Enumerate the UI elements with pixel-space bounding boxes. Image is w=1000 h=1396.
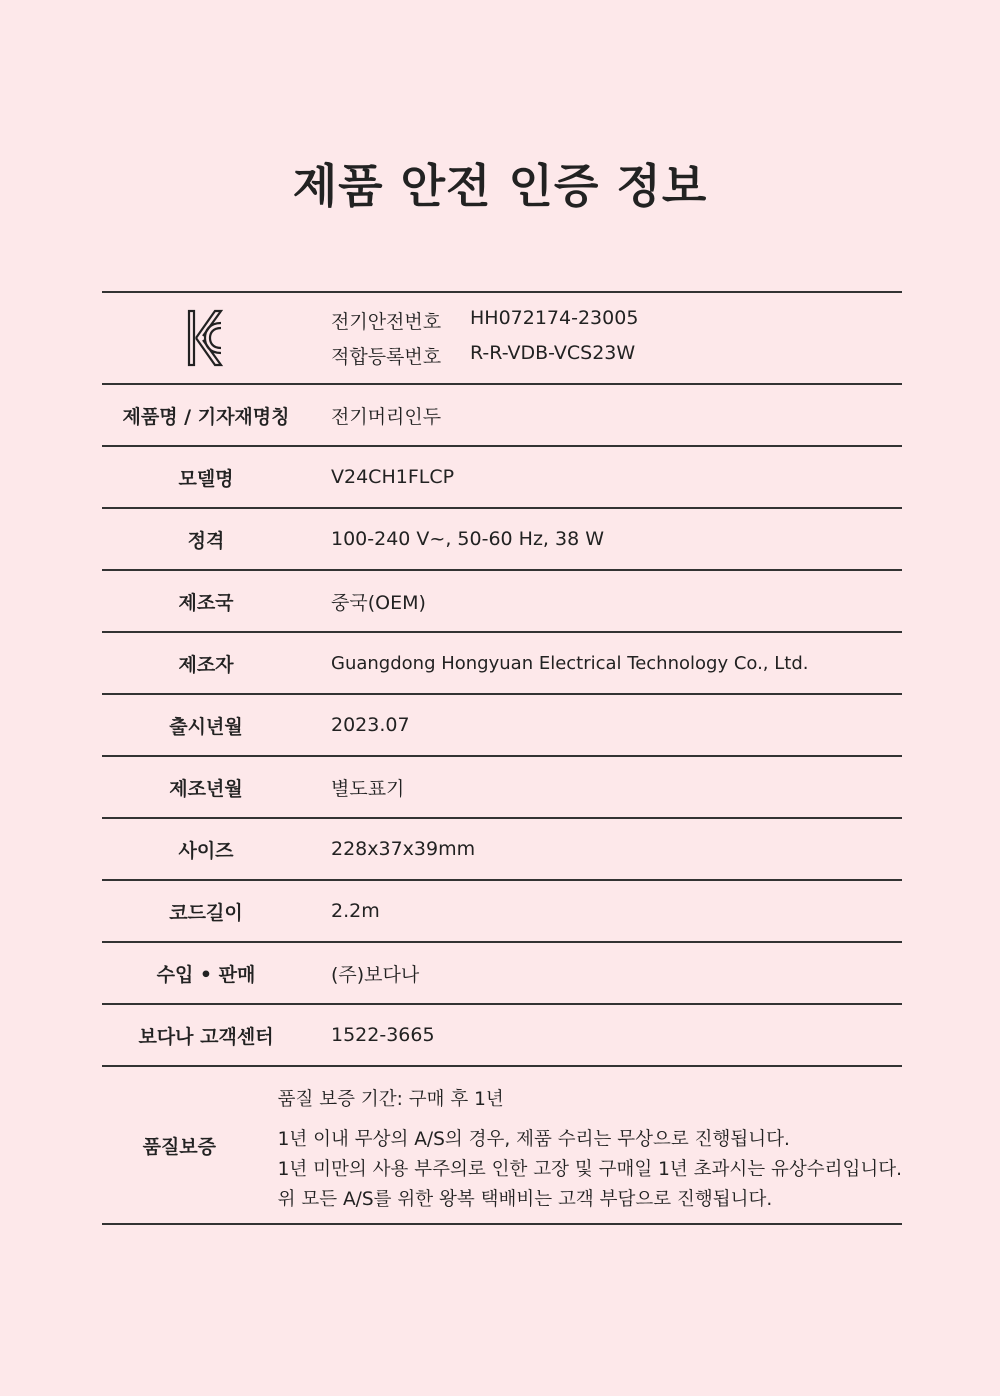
kc-info [310,293,902,383]
row-label: 품질보증 [142,1135,217,1158]
row-label: 제조년월 [169,777,243,800]
safety-number-line [331,307,902,334]
row-value: 중국(OEM) [331,591,426,614]
row-product-name [102,385,902,447]
warranty-line: 1년 미만의 사용 부주의로 인한 고장 및 구매일 1년 초과시는 유상수리입니다. [277,1159,902,1180]
row-label: 제조국 [178,591,234,614]
row-manufacturer [102,633,902,695]
row-manufacture-date [102,757,902,819]
row-customer-center [102,1005,902,1067]
row-value: Guangdong Hongyuan Electrical Technology Co., Ltd. [331,652,809,674]
registration-number-value: R-R-VDB-VCS23W [470,342,636,364]
kc-mark-svg [187,309,225,367]
warranty-period: 품질 보증 기간: 구매 후 1년 [277,1089,504,1110]
kc-mark-icon [102,293,310,383]
row-rating [102,509,902,571]
certification-table [102,291,902,1225]
row-size [102,819,902,881]
registration-number-line [331,342,902,369]
safety-number-label: 전기안전번호 [331,311,442,333]
warranty-line: 1년 이내 무상의 A/S의 경우, 제품 수리는 무상으로 진행됩니다. [277,1129,790,1150]
row-label: 제조자 [178,653,234,676]
quality-details [257,1067,902,1223]
row-cord-length [102,881,902,943]
row-value: 전기머리인두 [331,405,442,428]
page-title: 제품 안전 인증 정보 [292,159,708,213]
row-model [102,447,902,509]
row-country [102,571,902,633]
row-label: 정격 [187,529,225,552]
row-value: 100-240 V~, 50-60 Hz, 38 W [331,528,605,550]
row-label: 수입 • 판매 [156,963,256,986]
kc-row [102,293,902,385]
registration-number-label: 적합등록번호 [331,346,442,368]
row-label: 코드길이 [169,901,243,924]
row-value: 2023.07 [331,714,410,736]
row-value: V24CH1FLCP [331,466,455,488]
row-quality-warranty [102,1067,902,1225]
row-label: 출시년월 [169,715,243,738]
row-label: 보다나 고객센터 [138,1025,274,1048]
row-value: 1522-3665 [331,1024,435,1046]
row-value: 2.2m [331,900,380,922]
row-importer [102,943,902,1005]
row-label: 모델명 [178,467,234,490]
row-label: 사이즈 [178,839,234,862]
row-label: 제품명 / 기자재명칭 [122,405,290,428]
row-release-date [102,695,902,757]
row-value: 별도표기 [331,777,405,800]
row-value: (주)보다나 [331,963,420,986]
row-value: 228x37x39mm [331,838,476,860]
safety-number-value: HH072174-23005 [470,307,639,329]
warranty-line: 위 모든 A/S를 위한 왕복 택배비는 고객 부담으로 진행됩니다. [277,1189,773,1210]
